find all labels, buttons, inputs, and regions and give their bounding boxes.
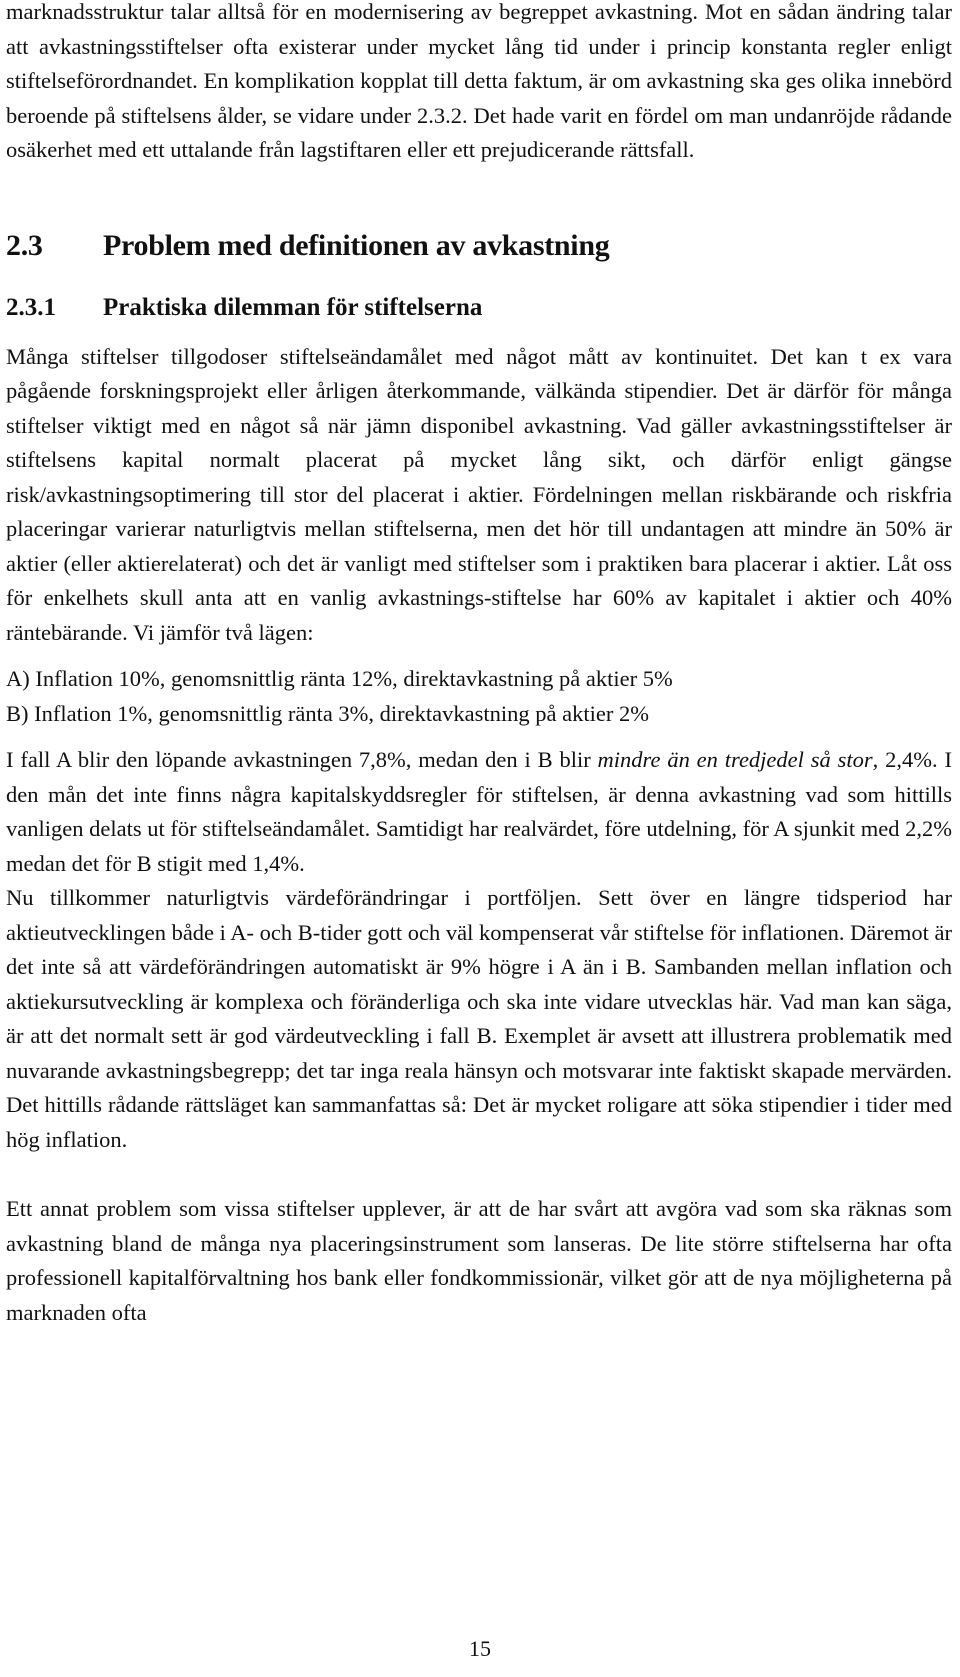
scenario-list [6, 662, 952, 731]
paragraph-2-end: , 2,4%. I den mån det inte finns några kapitalskyddsregler för stiftelsen, är denna avkastning vad som hittills vanligen delats ut för stiftelseändamålet. Samtidigt har realvärdet, före utdelning, för A sjunkit med 2,2% medan det för B stigit med 1,4%. [6, 747, 952, 876]
scenario-a: A) Inflation 10%, genomsnittlig ränta 12%, direktavkastning på aktier 5% [6, 666, 673, 691]
section-title: Problem med definitionen av avkastning [103, 228, 610, 262]
paragraph-2-emphasis: mindre än en tredjedel så stor [597, 747, 873, 772]
section-number: 2.3 [6, 228, 43, 262]
paragraph-2-start: I fall A blir den löpande avkastningen 7,8%, medan den i B blir [6, 747, 598, 772]
body-paragraph-1: Många stiftelser tillgodoser stiftelseändamålet med något mått av kontinuitet. Det kan t ex vara pågående forskningsprojekt eller årligen återkommande, välkända stipendier. Det är därför för många stiftelser viktigt med en något så när jämn disponibel avkastning. Vad gäller avkastningsstiftelser är stiftelsens kapital normalt placerat på mycket lång sikt, och därför enligt gängse risk/avkastningsoptimering till stor del placerat i aktier. Fördelningen mellan riskbärande och riskfria placeringar varierar naturligtvis mellan stiftelserna, men det hör till undantagen att mindre än 50% är aktier (eller aktierelaterat) och det är vanligt med stiftelser som i praktiken bara placerar i aktier. Låt oss för enkelhets skull anta att en vanlig avkastnings-stiftelse har 60% av kapitalet i aktier och 40% räntebärande. Vi jämför två lägen: [6, 343, 952, 645]
body-paragraph-3: Nu tillkommer naturligtvis värdeförändringar i portföljen. Sett över en längre tidsperiod har aktieutvecklingen både i A- och B-tider gott och väl kompenserat vår stiftelse för inflationen. Däremot är det inte så att värdeförändringen automatiskt är 9% högre i A än i B. Sambanden mellan inflation och aktiekursutveckling är komplexa och föränderliga och ska inte vidare utvecklas här. Vad man kan säga, är att det normalt sett är god värdeutveckling i fall B. Exemplet är avsett att illustrera problematik med nuvarande avkastningsbegrepp; det tar inga reala hänsyn och motsvarar inte faktiskt skapade mervärden. Det hittills rådande rättsläget kan sammanfattas så: Det är mycket roligare att söka stipendier i tider med hög inflation. [6, 885, 952, 1152]
body-paragraph-2 [6, 743, 952, 881]
document-page [6, 0, 952, 1330]
page-number: 15 [469, 1636, 491, 1661]
subsection-number: 2.3.1 [6, 293, 56, 321]
body-paragraph-4: Ett annat problem som vissa stiftelser upplever, är att de har svårt att avgöra vad som ska räknas som avkastning bland de många nya placeringsinstrument som lanseras. De lite större stiftelserna har ofta professionell kapitalförvaltning hos bank eller fondkommissionär, vilket gör att de nya möjligheterna på marknaden ofta [6, 1196, 952, 1325]
section-heading [6, 226, 952, 266]
scenario-b: B) Inflation 1%, genomsnittlig ränta 3%, direktavkastning på aktier 2% [6, 700, 649, 726]
subsection-title: Praktiska dilemman för stiftelserna [103, 293, 483, 321]
intro-paragraph: marknadsstruktur talar alltså för en modernisering av begreppet avkastning. Mot en sådan ändring talar att avkastningsstiftelser ofta existerar under mycket lång tid under i princip konstanta regler enligt stiftelseförordnandet. En komplikation kopplat till detta faktum, är om avkastning ska ges olika innebörd beroende på stiftelsens ålder, se vidare under 2.3.2. Det hade varit en fördel om man undanröjde rådande osäkerhet med ett uttalande från lagstiftaren eller ett prejudicerande rättsfall. [6, 0, 952, 162]
subsection-heading [6, 291, 952, 325]
